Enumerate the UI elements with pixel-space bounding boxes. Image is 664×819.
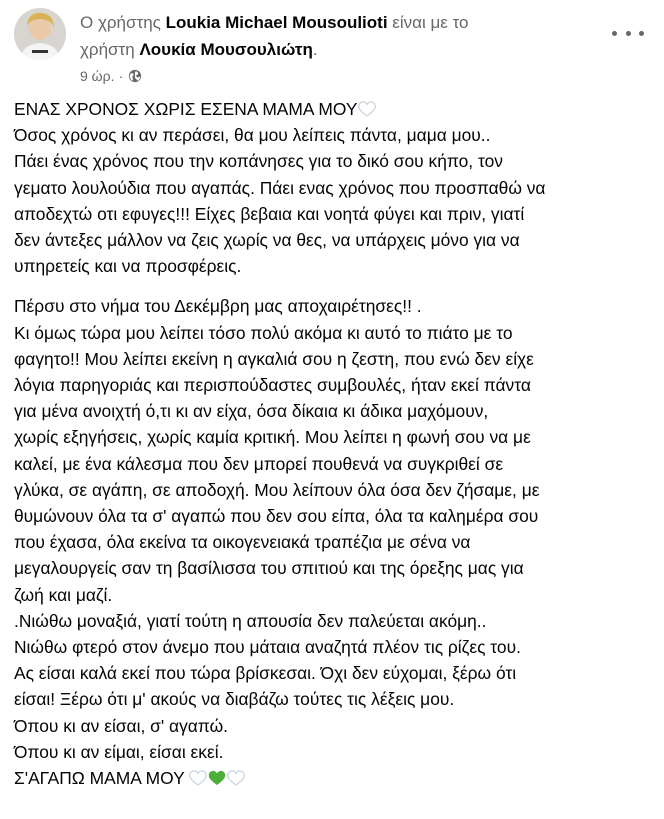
paragraph-gap xyxy=(14,279,650,293)
paragraph-2-line: λόγια παρηγοριάς και περισπούδαστες συμβουλές, ήταν εκεί πάντα xyxy=(14,375,531,396)
paragraph-2-line: Πέρσυ στο νήμα του Δεκέμβρη μας αποχαιρέτησες!! . xyxy=(14,296,422,317)
paragraph-1-line: γεματο λουλούδια που αγαπάς. Πάει ενας χρόνος που προσπαθώ να xyxy=(14,177,546,198)
avatar[interactable] xyxy=(14,8,66,60)
paragraph-2-line: που έχασα, όλα εκείνα τα οικογενειακά τραπέζια με σένα να xyxy=(14,532,471,553)
post-header-line-2 xyxy=(80,39,318,61)
post-timestamp[interactable]: 9 ώρ. xyxy=(80,68,115,84)
author-name-link[interactable]: Loukia Michael Mousoulioti xyxy=(165,13,388,32)
paragraph-2-line: .Νιώθω μοναξιά, γιατί τούτη η απουσία δεν παλεύεται ακόμη.. xyxy=(14,610,487,631)
green-heart-icon xyxy=(208,767,226,783)
tagged-user-link[interactable]: Λουκία Μουσουλιώτη xyxy=(139,40,313,59)
paragraph-1-line: αποδεχτώ οτι εφυγες!!! Είχες βεβαια και νοητά φύγει και πριν, γιατί xyxy=(14,203,525,224)
paragraph-1-line: Πάει ένας χρόνος που την κοπάνησες για το δικό σου κήπο, τον xyxy=(14,151,503,172)
closing-line xyxy=(14,765,650,791)
paragraph-1-line: Όσος χρόνος κι αν περάσει, θα μου λείπεις πάντα, μαμα μου.. xyxy=(14,125,491,146)
post-body xyxy=(14,96,650,791)
white-heart-icon xyxy=(358,98,376,114)
paragraph-1-line: δεν άντεξες μάλλον να ζεις χωρίς να θες, να υπάρχεις μόνο για να xyxy=(14,230,520,251)
paragraph-2-line: Ας είσαι καλά εκεί που τώρα βρίσκεσαι. Όχι δεν εύχομαι, ξέρω ότι xyxy=(14,663,517,684)
header-middle-2: χρήστη xyxy=(80,40,135,59)
white-heart-icon xyxy=(189,767,207,783)
paragraph-2-line: φαγητο!! Μου λείπει εκείνη η αγκαλιά σου η ζεστη, που ενώ δεν είχε xyxy=(14,348,534,369)
post-title-line xyxy=(14,96,650,122)
more-options-dot xyxy=(612,31,617,36)
header-suffix: . xyxy=(312,40,318,59)
globe-icon[interactable] xyxy=(128,69,142,83)
closing-text: Σ'ΑΓΑΠΩ ΜΑΜΑ ΜΟΥ xyxy=(14,768,185,789)
post-header-line-1 xyxy=(80,12,469,34)
post-title: ΕΝΑΣ ΧΡΟΝΟΣ ΧΩΡΙΣ ΕΣΕΝΑ ΜΑΜΑ ΜΟΥ xyxy=(14,99,358,119)
profile-photo-icon xyxy=(14,8,66,60)
paragraph-2-line: μεγαλουργείς σαν τη βασίλισσα του σπιτιού και της όρεξης μας για xyxy=(14,558,524,579)
paragraph-2-line: για μένα ανοιχτή ό,τι κι αν είχα, όσα δίκαια κι άδικα μαχόμουν, xyxy=(14,401,489,422)
header-middle: είναι με το xyxy=(392,13,469,32)
paragraph-1-line: υπηρετείς και να προσφέρεις. xyxy=(14,256,242,277)
paragraph-2-line: χωρίς εξηγήσεις, χωρίς καμία κριτική. Μου λείπει η φωνή σου να με xyxy=(14,427,531,448)
header-prefix: Ο χρήστης xyxy=(80,13,161,32)
paragraph-2-line: είσαι! Ξέρω ότι μ' ακούς να διαβάζω τούτες τις λέξεις μου. xyxy=(14,689,455,710)
paragraph-2-line: Όπου κι αν είσαι, σ' αγαπώ. xyxy=(14,715,228,736)
paragraph-2-line: ζωή και μαζί. xyxy=(14,584,113,605)
more-options-button[interactable] xyxy=(612,22,644,44)
paragraph-2-line: γλύκα, σε αγάπη, σε αποδοχή. Μου λείπουν όλα όσα δεν ζήσαμε, με xyxy=(14,479,540,500)
meta-separator: · xyxy=(118,68,124,84)
paragraph-2-line: Νιώθω φτερό στον άνεμο που μάταια αναζητά πλέον τις ρίζες του. xyxy=(14,637,521,658)
post-meta xyxy=(80,67,142,85)
paragraph-2-line: καλεί, με ένα κάλεσμα που δεν μπορεί πουθενά να συγκριθεί σε xyxy=(14,453,504,474)
white-heart-icon xyxy=(227,767,245,783)
more-options-dot xyxy=(639,31,644,36)
more-options-dot xyxy=(626,31,631,36)
paragraph-2-line: Όπου κι αν είμαι, είσαι εκεί. xyxy=(14,741,224,762)
paragraph-2-line: Κι όμως τώρα μου λείπει τόσο πολύ ακόμα κι αυτό το πιάτο με το xyxy=(14,322,513,343)
paragraph-2-line: θυμώνουν όλα τα σ' αγαπώ που δεν σου είπα, όλα τα καλημέρα σου xyxy=(14,506,539,527)
